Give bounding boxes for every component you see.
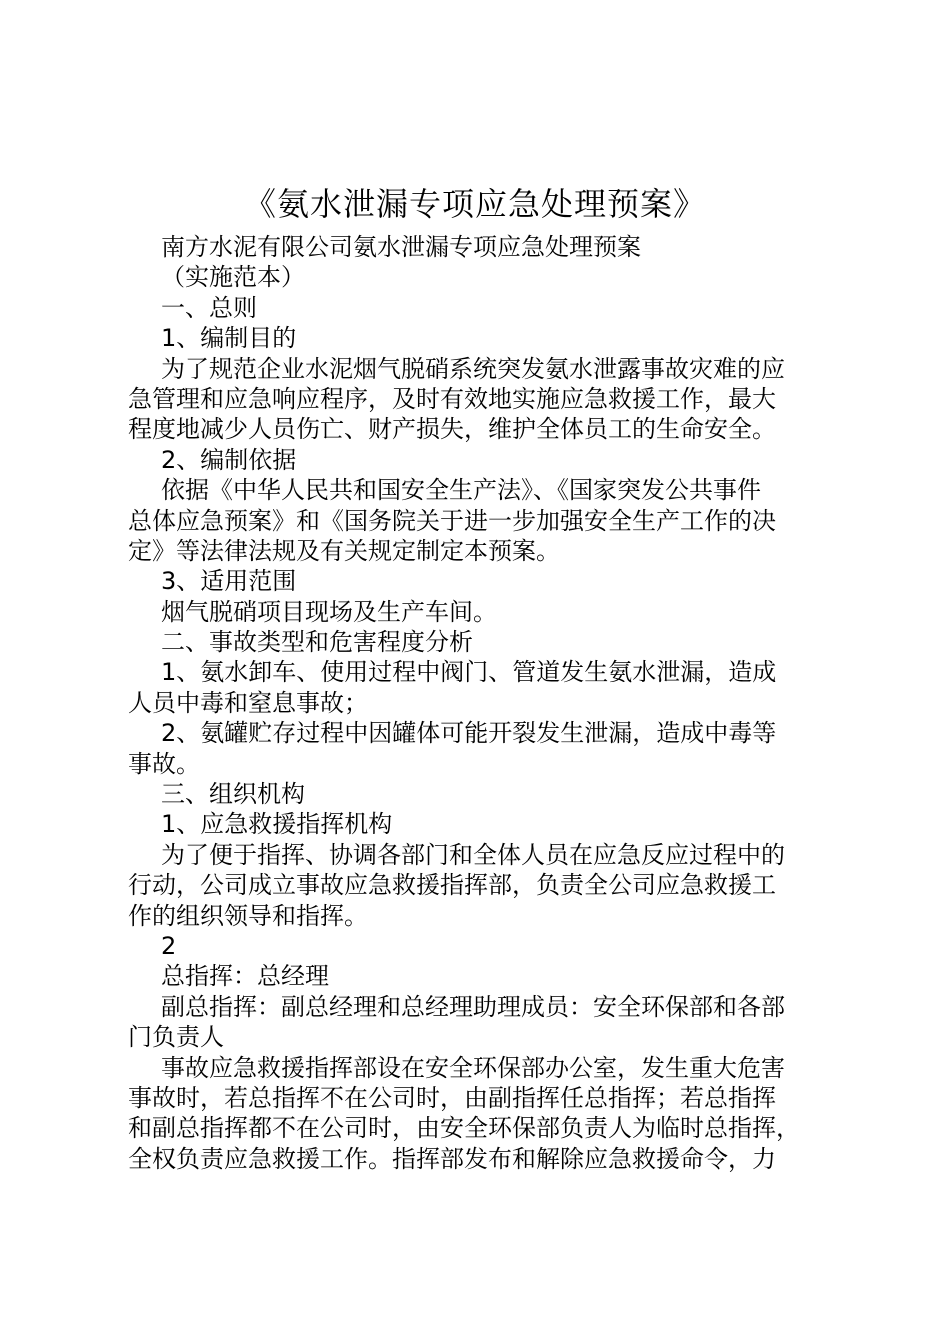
- paragraph-line: 人员中毒和窒息事故；: [128, 688, 368, 717]
- paragraph-line: 定》等法律法规及有关规定制定本预案。: [128, 536, 560, 565]
- paragraph-line: 和副总指挥都不在公司时，由安全环保部负责人为临时总指挥，: [128, 1114, 800, 1143]
- paragraph-line: 总指挥：总经理: [161, 962, 329, 991]
- section-heading: 三、组织机构: [161, 780, 305, 809]
- paragraph-line: 行动，公司成立事故应急救援指挥部，负责全公司应急救援工: [128, 871, 776, 900]
- subsection-heading: 3、适用范围: [161, 567, 297, 596]
- document-title: 《氨水泄漏专项应急处理预案》: [243, 185, 706, 223]
- paragraph-line: 依据《中华人民共和国安全生产法》、《国家突发公共事件: [161, 476, 761, 505]
- paragraph-line: 1、氨水卸车、使用过程中阀门、管道发生氨水泄漏，造成: [161, 658, 777, 687]
- subtitle-line: 南方水泥有限公司氨水泄漏专项应急处理预案: [161, 233, 641, 261]
- document-body: [128, 232, 828, 1174]
- paragraph-line: 为了规范企业水泥烟气脱硝系统突发氨水泄露事故灾难的应: [161, 354, 785, 383]
- subsection-heading: 1、编制目的: [161, 324, 297, 353]
- paragraph-line: 总体应急预案》和《国务院关于进一步加强安全生产工作的决: [128, 506, 776, 535]
- paragraph-line: 事故。: [128, 749, 200, 778]
- subsection-heading: 2、编制依据: [161, 445, 297, 474]
- paragraph-line: 事故时，若总指挥不在公司时，由副指挥任总指挥；若总指挥: [128, 1083, 776, 1112]
- paragraph-line: 2、氨罐贮存过程中因罐体可能开裂发生泄漏，造成中毒等: [161, 719, 777, 748]
- paragraph-line: 门负责人: [128, 1023, 224, 1052]
- paragraph-line: 为了便于指挥、协调各部门和全体人员在应急反应过程中的: [161, 840, 785, 869]
- paragraph-line: 程度地减少人员伤亡、财产损失，维护全体员工的生命安全。: [128, 415, 776, 444]
- paragraph-line: 全权负责应急救援工作。指挥部发布和解除应急救援命令，力: [128, 1144, 776, 1173]
- section-heading: 二、事故类型和危害程度分析: [161, 628, 473, 657]
- paragraph-line: 烟气脱硝项目现场及生产车间。: [161, 597, 497, 626]
- paragraph-line: 作的组织领导和指挥。: [128, 901, 368, 930]
- paragraph-line: 副总指挥：副总经理和总经理助理成员：安全环保部和各部: [161, 992, 785, 1021]
- subtitle-note: （实施范本）: [161, 263, 305, 292]
- paragraph-line: 急管理和应急响应程序，及时有效地实施应急救援工作，最大: [128, 384, 776, 413]
- subsection-heading: 1、应急救援指挥机构: [161, 810, 393, 839]
- paragraph-line: 2: [161, 931, 177, 960]
- section-heading: 一、总则: [161, 293, 257, 322]
- paragraph-line: 事故应急救援指挥部设在安全环保部办公室，发生重大危害: [161, 1053, 785, 1082]
